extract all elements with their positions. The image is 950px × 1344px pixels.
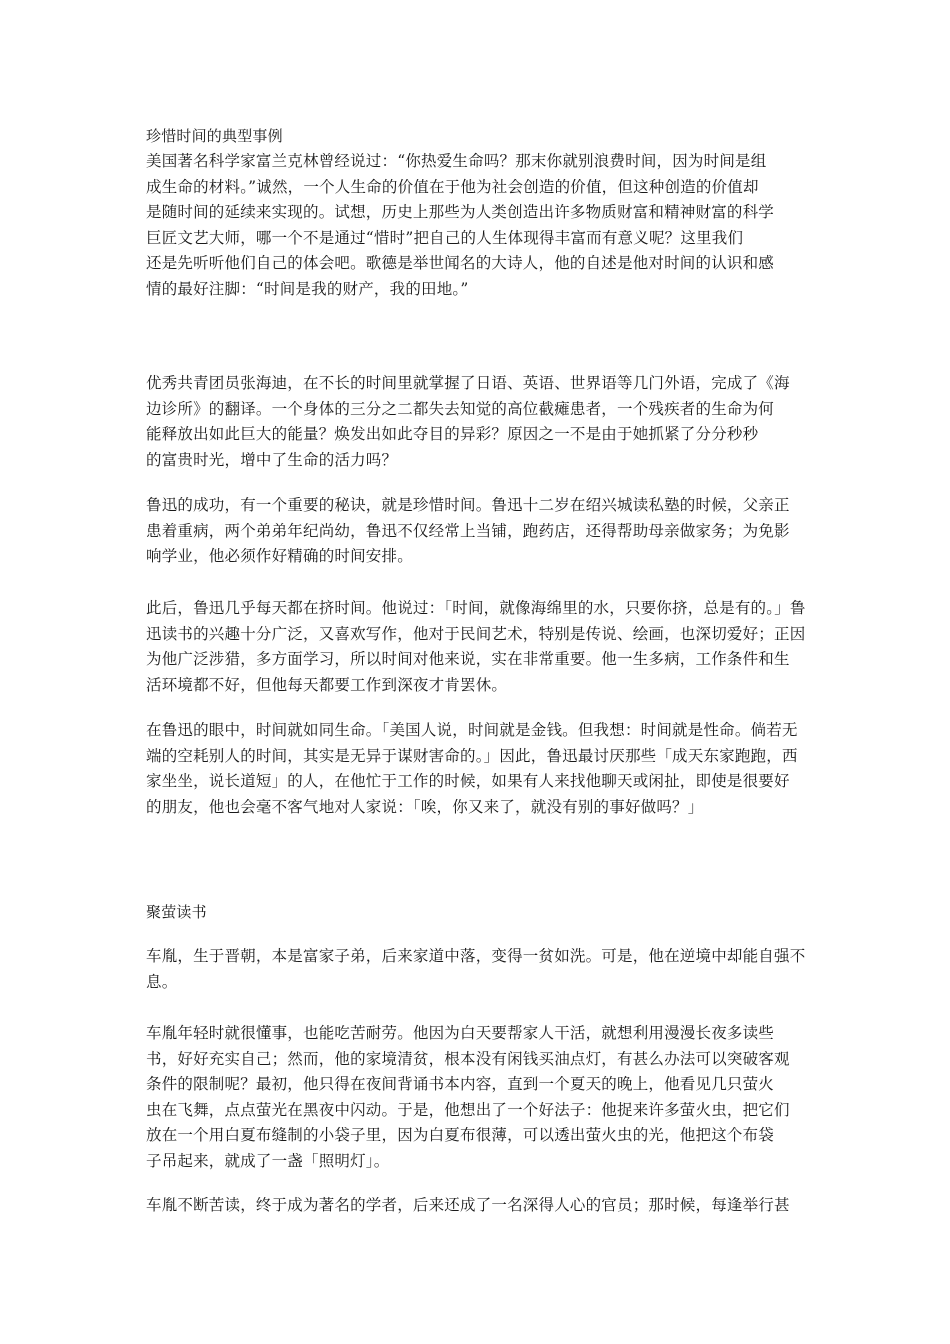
heading-cherish-time: 珍惜时间的典型事例 xyxy=(146,127,283,145)
paragraph-luxun-squeeze-time: 此后，鲁迅几乎每天都在挤时间。他说过：「时间，就像海绵里的水，只要你挤，总是有的。」鲁 迅读书的兴趣十分广泛，又喜欢写作，他对于民间艺术，特别是传说、绘画，也深切爱好；正因 为他广泛涉猎，多方面学习，所以时间对他来说，实在非常重要。他一生多病，工作条件和生 活环境都不好，但他每天都要工作到深夜才肯罢休。 xyxy=(146,599,806,694)
paragraph-franklin: 美国著名科学家富兰克林曾经说过：“你热爱生命吗？那末你就别浪费时间，因为时间是组 成生命的材料。”诚然，一个人生命的价值在于他为社会创造的价值，但这种创造的价值却 是随时间的延续来实现的。试想，历史上那些为人类创造出许多物质财富和精神财富的科学 巨匠文艺大师，哪一个不是通过“惜时”把自己的人生体现得丰富而有意义呢？这里我们 还是先听听他们自己的体会吧。歌德是举世闻名的大诗人，他的自述是他对时间的认识和感 情的最好注脚：“时间是我的财产，我的田地。” xyxy=(146,152,775,298)
paragraph-chuyin-scholar: 车胤不断苦读，终于成为著名的学者，后来还成了一名深得人心的官员；那时候，每逢举行甚 xyxy=(146,1196,790,1214)
paragraph-luxun-secret: 鲁迅的成功，有一个重要的秘诀，就是珍惜时间。鲁迅十二岁在绍兴城读私塾的时候，父亲正 患着重病，两个弟弟年纪尚幼，鲁迅不仅经常上当铺，跑药店，还得帮助母亲做家务；为免影 响学业，他必须作好精确的时间安排。 xyxy=(146,496,790,565)
paragraph-chuyin-intro: 车胤，生于晋朝，本是富家子弟，后来家道中落，变得一贫如洗。可是，他在逆境中却能自强不 息。 xyxy=(146,947,806,991)
paragraph-chuyin-fireflies: 车胤年轻时就很懂事，也能吃苦耐劳。他因为白天要帮家人干活，就想利用漫漫长夜多读些 书，好好充实自己；然而，他的家境清贫，根本没有闲钱买油点灯，有甚么办法可以突破客观 条件的限制呢？最初，他只得在夜间背诵书本内容，直到一个夏天的晚上，他看见几只萤火 虫在飞舞，点点萤光在黑夜中闪动。于是，他想出了一个好法子：他捉来许多萤火虫，把它们 放在一个用白夏布缝制的小袋子里，因为白夏布很薄，可以透出萤火虫的光，他把这个布袋 子吊起来，就成了一盏「照明灯」。 xyxy=(146,1024,790,1170)
paragraph-zhang-haidi: 优秀共青团员张海迪，在不长的时间里就掌握了日语、英语、世界语等几门外语，完成了《海 边诊所》的翻译。一个身体的三分之二都失去知觉的高位截瘫患者，一个残疾者的生命为何 能释放出如此巨大的能量？焕发出如此夺目的异彩？原因之一不是由于她抓紧了分分秒秒 的富贵时光，增中了生命的活力吗？ xyxy=(146,374,790,469)
heading-firefly-reading: 聚萤读书 xyxy=(146,903,207,921)
paragraph-luxun-time-is-life: 在鲁迅的眼中，时间就如同生命。「美国人说，时间就是金钱。但我想：时间就是性命。倘若无 端的空耗别人的时间，其实是无异于谋财害命的。」因此，鲁迅最讨厌那些「成天东家跑跑，西 家坐坐，说长道短」的人，在他忙于工作的时候，如果有人来找他聊天或闲扯，即使是很要好 的朋友，他也会毫不客气地对人家说：「唉，你又来了，就没有别的事好做吗？」 xyxy=(146,721,798,816)
